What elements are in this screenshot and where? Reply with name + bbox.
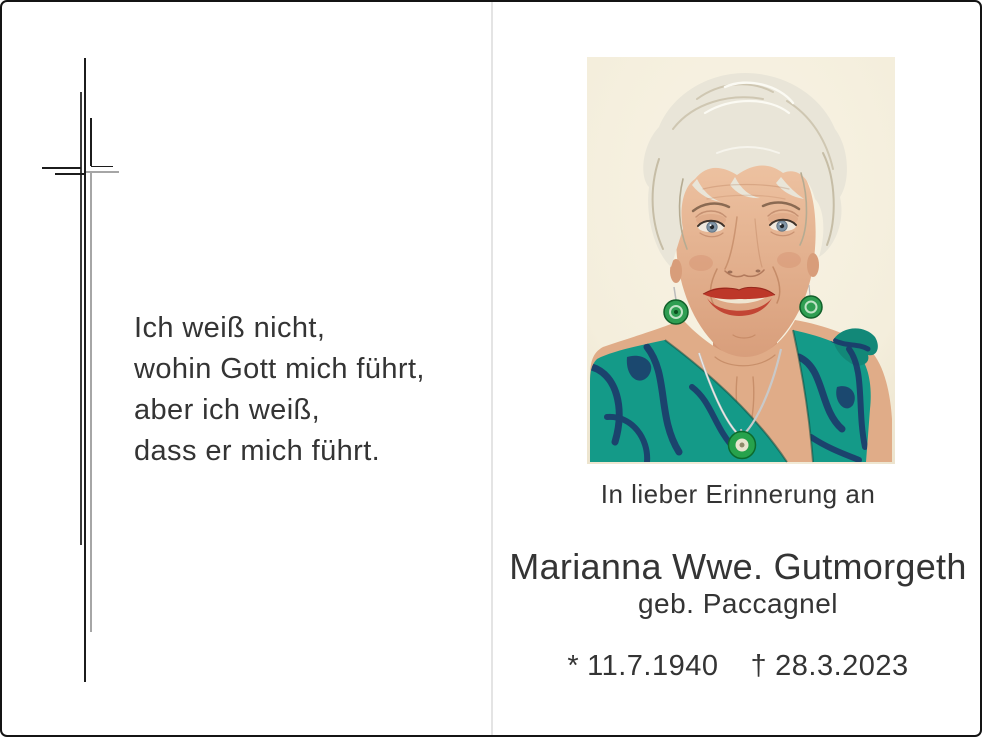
verse-line: dass er mich führt.	[134, 435, 381, 467]
death-date-group	[751, 650, 909, 682]
verse-line: wohin Gott mich führt,	[134, 353, 425, 385]
death-symbol: †	[750, 650, 768, 682]
portrait-illustration	[587, 57, 895, 464]
memorial-verse	[134, 308, 425, 472]
cross-arm-right-gray	[86, 171, 119, 173]
cross-vertical-right-upper	[90, 118, 92, 166]
panel-divider	[491, 2, 493, 737]
cross-arm-left-upper	[42, 167, 81, 169]
portrait-photo	[587, 57, 895, 464]
birth-date: 11.7.1940	[587, 650, 719, 682]
life-dates	[494, 650, 982, 683]
cross-vertical-main	[84, 58, 86, 682]
intro-line: In lieber Erinnerung an	[600, 479, 876, 509]
birth-date-group	[567, 650, 718, 682]
verse-line: aber ich weiß,	[134, 394, 321, 426]
cross-arm-left-lower	[55, 173, 84, 175]
cross-vertical-right-gray	[90, 172, 92, 632]
cross-arm-right-upper	[91, 166, 113, 168]
birth-symbol: *	[567, 650, 580, 682]
deceased-name: Marianna Wwe. Gutmorgeth	[509, 546, 967, 587]
cross-vertical-echo	[80, 92, 82, 545]
maiden-name: geb. Paccagnel	[637, 588, 839, 619]
death-date: 28.3.2023	[775, 650, 909, 682]
verse-line: Ich weiß nicht,	[134, 312, 326, 344]
